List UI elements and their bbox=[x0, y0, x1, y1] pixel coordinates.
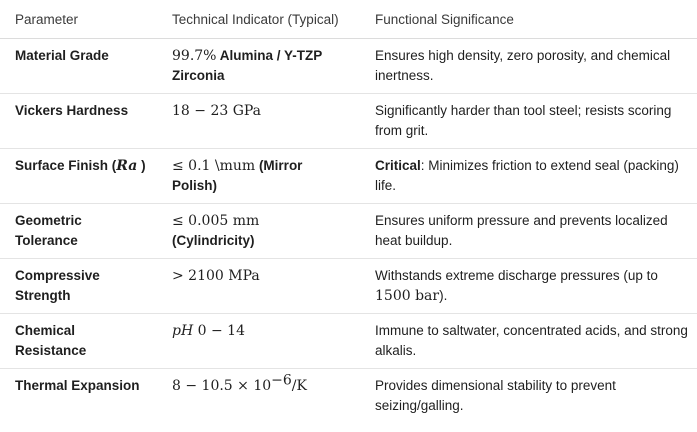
significance-text: Significantly harder than tool steel; resists scoring from grit. bbox=[375, 103, 672, 138]
significance-text: Ensures high density, zero porosity, and chemical inertness. bbox=[375, 48, 671, 83]
indicator-exponent: −6 bbox=[271, 372, 292, 389]
table-header bbox=[0, 0, 697, 39]
cell-indicator bbox=[158, 94, 361, 149]
indicator-math: 0 − 14 bbox=[193, 323, 245, 339]
indicator-math-italic: pH bbox=[172, 323, 194, 339]
cell-indicator bbox=[158, 369, 361, 424]
cell-indicator bbox=[158, 204, 361, 259]
cell-parameter bbox=[0, 39, 158, 94]
parameter-text: Material Grade bbox=[15, 48, 109, 63]
indicator-text: (Cylindricity) bbox=[172, 233, 255, 248]
cell-significance bbox=[361, 369, 697, 424]
cell-significance bbox=[361, 149, 697, 204]
significance-bold: Critical bbox=[375, 158, 421, 173]
parameter-math: Ra bbox=[116, 158, 138, 174]
indicator-text: Alumina / Y-TZP Zirconia bbox=[172, 48, 323, 83]
parameter-text: Thermal Expansion bbox=[15, 378, 140, 393]
significance-post: ). bbox=[439, 288, 448, 303]
indicator-math: 18 − 23 GPa bbox=[172, 103, 262, 119]
table-row bbox=[0, 149, 697, 204]
cell-significance bbox=[361, 314, 697, 369]
indicator-math: ≤ 0.005 mm bbox=[172, 213, 260, 229]
cell-indicator bbox=[158, 314, 361, 369]
indicator-unit: /K bbox=[291, 378, 307, 394]
parameter-text: Chemical Resistance bbox=[15, 323, 87, 358]
significance-text: : Minimizes friction to extend seal (packing) life. bbox=[375, 158, 679, 193]
header-functional-significance: Functional Significance bbox=[361, 0, 697, 39]
significance-text: Provides dimensional stability to prevent seizing/galling. bbox=[375, 378, 616, 413]
table-row bbox=[0, 369, 697, 424]
table-body bbox=[0, 39, 697, 424]
indicator-math: ≤ 0.1 \mum bbox=[172, 158, 256, 174]
indicator-math: 99.7% bbox=[172, 48, 217, 64]
parameter-text-post: ) bbox=[137, 158, 146, 173]
indicator-math: 8 − 10.5 × 10 bbox=[172, 378, 272, 394]
table-row bbox=[0, 39, 697, 94]
table-row bbox=[0, 94, 697, 149]
indicator-math: > 2100 MPa bbox=[172, 268, 260, 284]
parameter-text: Geometric Tolerance bbox=[15, 213, 82, 248]
cell-significance bbox=[361, 204, 697, 259]
parameter-text: Compressive Strength bbox=[15, 268, 100, 303]
cell-significance bbox=[361, 39, 697, 94]
cell-significance bbox=[361, 94, 697, 149]
cell-indicator bbox=[158, 149, 361, 204]
header-row bbox=[0, 0, 697, 39]
cell-parameter bbox=[0, 369, 158, 424]
parameter-text-pre: Surface Finish ( bbox=[15, 158, 117, 173]
cell-parameter bbox=[0, 259, 158, 314]
significance-text: Ensures uniform pressure and prevents localized heat buildup. bbox=[375, 213, 668, 248]
significance-text: Withstands extreme discharge pressures (up to bbox=[375, 268, 658, 283]
significance-math: 1500 bar bbox=[375, 288, 440, 304]
header-parameter: Parameter bbox=[0, 0, 158, 39]
table-row bbox=[0, 314, 697, 369]
parameter-text: Vickers Hardness bbox=[15, 103, 129, 118]
cell-significance bbox=[361, 259, 697, 314]
cell-parameter bbox=[0, 314, 158, 369]
table-row bbox=[0, 204, 697, 259]
table-row bbox=[0, 259, 697, 314]
cell-indicator bbox=[158, 259, 361, 314]
header-technical-indicator: Technical Indicator (Typical) bbox=[158, 0, 361, 39]
significance-text: Immune to saltwater, concentrated acids, and strong alkalis. bbox=[375, 323, 688, 358]
cell-parameter bbox=[0, 94, 158, 149]
cell-parameter bbox=[0, 149, 158, 204]
cell-indicator bbox=[158, 39, 361, 94]
cell-parameter bbox=[0, 204, 158, 259]
indicator-text: (Mirror Polish) bbox=[172, 158, 303, 193]
